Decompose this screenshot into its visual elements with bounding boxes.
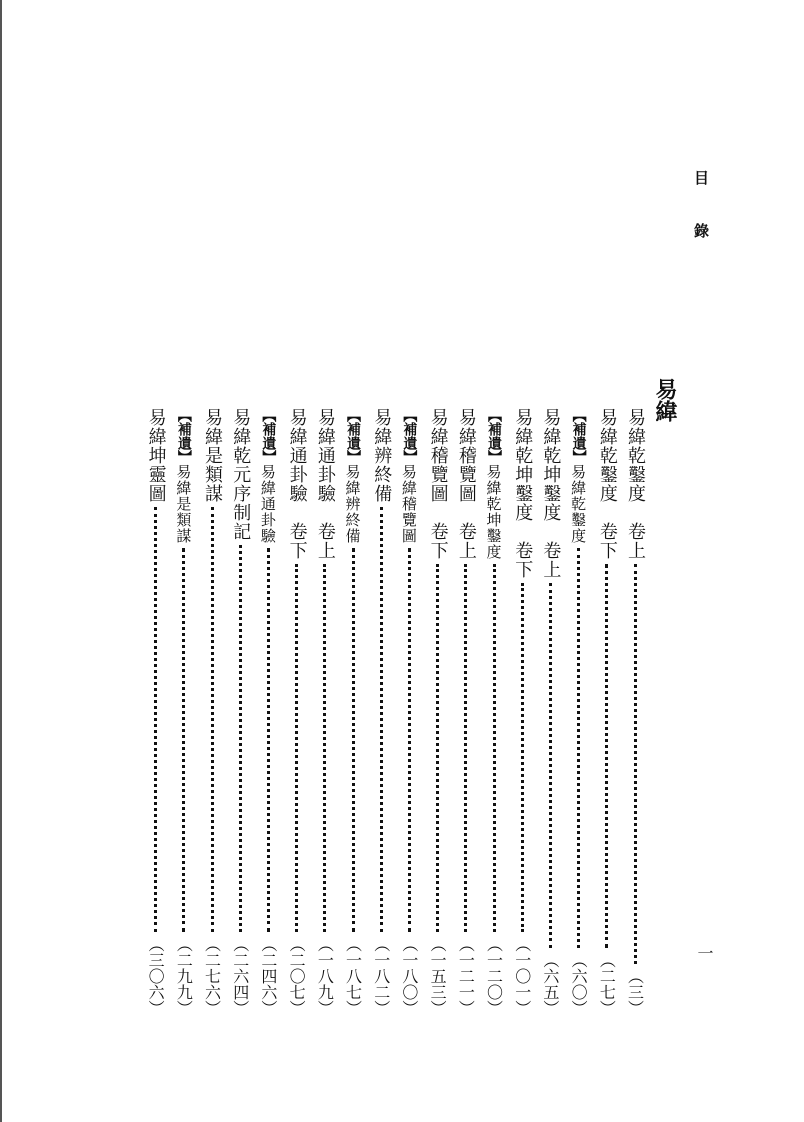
leader-dots	[182, 548, 185, 932]
toc-entry	[621, 408, 649, 1016]
toc-entry	[565, 408, 593, 1016]
supplement-tag: 【補遺】	[175, 408, 192, 464]
toc-entry	[198, 408, 226, 1016]
leader-dots	[521, 583, 524, 932]
toc-entry-title: 易緯通卦驗 卷上	[314, 408, 336, 560]
toc-entry-title: 易緯乾坤鑿度	[484, 464, 503, 560]
toc-entry	[480, 408, 508, 1016]
leader-dots	[267, 548, 270, 932]
toc-entry-title: 易緯乾鑿度 卷上	[625, 408, 646, 560]
supplement-tag: 【補遺】	[570, 408, 587, 464]
leader-dots	[408, 548, 411, 932]
page-title: 目錄	[692, 170, 710, 276]
leader-dots	[634, 564, 637, 964]
toc-entry-title: 易緯稽覽圖 卷下	[427, 408, 449, 560]
toc-entry	[311, 408, 339, 1016]
table-of-contents	[129, 408, 649, 1016]
toc-entry	[452, 408, 480, 1016]
toc-entry-page: （一八〇）	[399, 936, 419, 1016]
toc-entry-page: （一八二）	[371, 936, 391, 1016]
leader-dots	[239, 545, 242, 932]
toc-entry-page: （二九九）	[174, 936, 194, 1016]
toc-entry-page: （一〇一）	[512, 936, 532, 1016]
toc-entry-page: （一二一）	[456, 936, 476, 1016]
supplement-tag: 【補遺】	[486, 408, 502, 464]
leader-dots	[323, 564, 326, 932]
toc-entry	[395, 408, 423, 1016]
toc-entry	[593, 408, 621, 1016]
leader-dots	[577, 548, 580, 948]
toc-entry	[142, 408, 170, 1016]
toc-entry-page: （一五三）	[428, 936, 448, 1016]
toc-entry-page: （三）	[625, 968, 645, 1016]
toc-entry-title: 易緯辨終備	[371, 408, 393, 503]
toc-entry-page: （二六四）	[230, 936, 250, 1016]
toc-entry-title: 易緯稽覽圖 卷上	[455, 408, 477, 560]
toc-entry-title: 易緯乾坤鑿度 卷下	[512, 408, 534, 579]
leader-dots	[605, 564, 608, 948]
leader-dots	[295, 564, 298, 932]
toc-entry-page: （一八七）	[343, 936, 363, 1016]
page-number: 一	[695, 945, 714, 961]
toc-entry	[339, 408, 367, 1016]
toc-entry-page: （二七六）	[202, 936, 222, 1016]
leader-dots	[464, 564, 467, 932]
leader-dots	[380, 507, 383, 932]
toc-entry-page: （二七）	[597, 952, 617, 1016]
toc-entry-title: 易緯是類謀	[174, 464, 193, 544]
leader-dots	[436, 564, 439, 932]
toc-entry-page: （三〇六）	[146, 936, 166, 1016]
toc-entry-title: 易緯乾鑿度 卷下	[596, 408, 618, 560]
toc-entry	[424, 408, 452, 1016]
toc-entry-page: （二〇七）	[287, 936, 307, 1016]
toc-entry-page: （一八九）	[315, 936, 335, 1016]
toc-entry-page: （六五）	[540, 952, 560, 1016]
toc-entry-title: 易緯通卦驗	[258, 464, 277, 544]
toc-entry	[536, 408, 564, 1016]
toc-entry-title: 易緯乾坤鑿度 卷上	[540, 408, 562, 579]
toc-entry-title: 易緯辨終備	[343, 464, 362, 544]
leader-dots	[493, 564, 496, 932]
toc-entry	[508, 408, 536, 1016]
toc-entry	[254, 408, 282, 1016]
supplement-tag: 【補遺】	[401, 408, 418, 464]
leader-dots	[154, 507, 157, 932]
toc-entry-page: （六〇）	[569, 952, 589, 1016]
supplement-tag: 【補遺】	[345, 408, 361, 464]
section-title: 易緯	[652, 378, 678, 422]
toc-entry-title: 易緯坤靈圖	[145, 408, 167, 503]
supplement-tag: 【補遺】	[260, 408, 277, 464]
leader-dots	[549, 583, 552, 948]
toc-entry-title: 易緯通卦驗 卷下	[286, 408, 308, 560]
toc-entry	[283, 408, 311, 1016]
toc-entry-title: 易緯乾元序制記	[230, 408, 252, 541]
leader-dots	[211, 507, 214, 932]
page-edge-line	[0, 0, 2, 1122]
toc-entry-page: （一二〇）	[484, 936, 504, 1016]
toc-entry-title: 易緯稽覽圖	[399, 464, 418, 544]
leader-dots	[352, 548, 355, 932]
toc-entry-title: 易緯是類謀	[202, 408, 223, 503]
toc-entry-page: （二四六）	[258, 936, 278, 1016]
toc-entry	[170, 408, 198, 1016]
toc-entry	[367, 408, 395, 1016]
toc-entry	[226, 408, 254, 1016]
toc-entry-title: 易緯乾鑿度	[569, 464, 588, 544]
